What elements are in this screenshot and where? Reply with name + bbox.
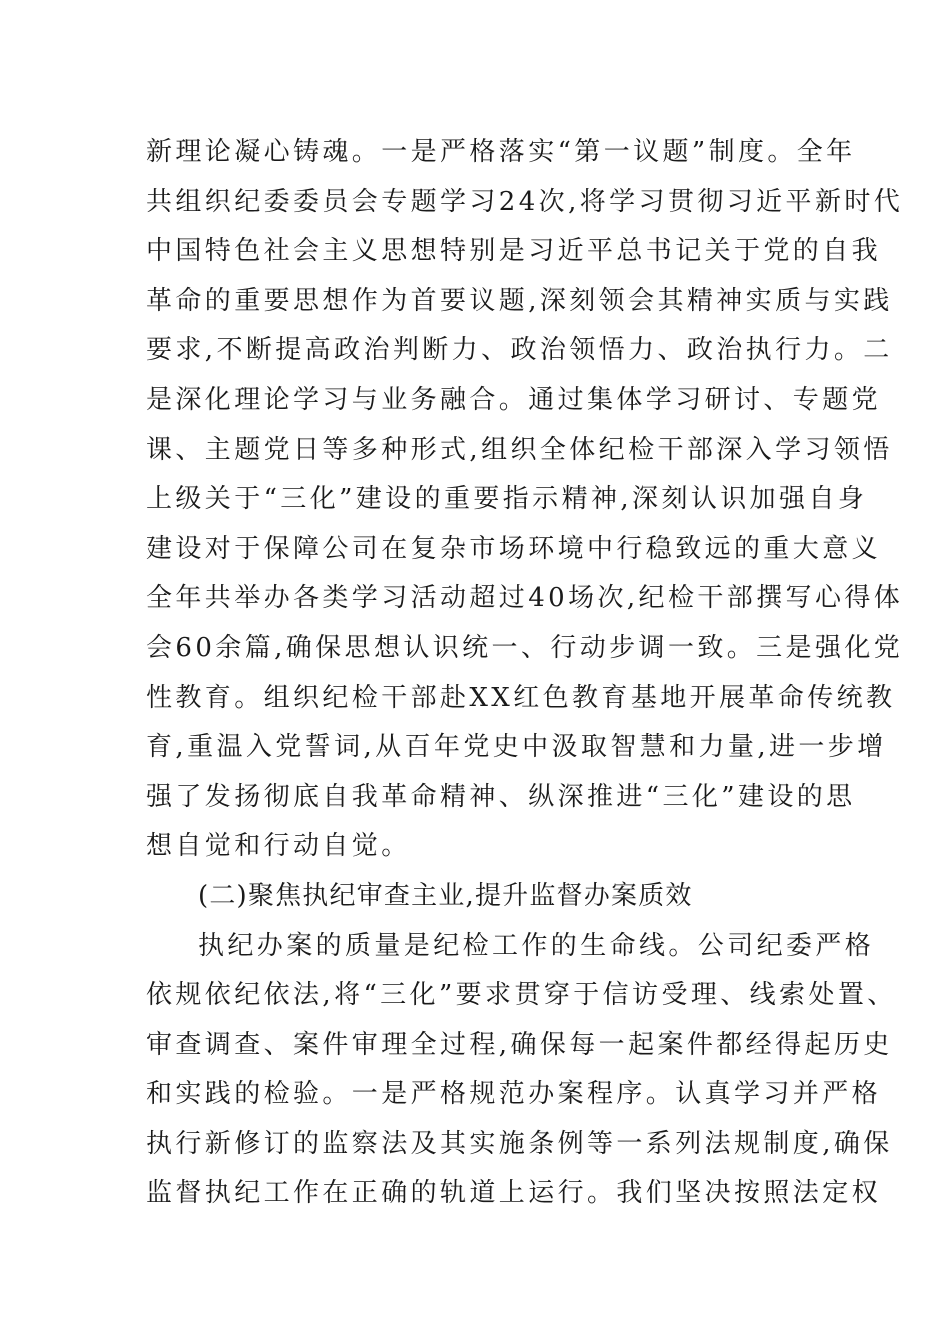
body-line: 课、主题党日等多种形式,组织全体纪检干部深入学习领悟 [146, 434, 893, 465]
section-heading: (二)聚焦执纪审查主业,提升监督办案质效 [198, 880, 693, 911]
body-line: 会60余篇,确保思想认识统一、行动步调一致。三是强化党 [146, 632, 904, 663]
body-line: 是深化理论学习与业务融合。通过集体学习研讨、专题党 [146, 384, 882, 415]
body-line: 全年共举办各类学习活动超过40场次,纪检干部撰写心得体 [146, 583, 904, 614]
body-line: 育,重温入党誓词,从百年党史中汲取智慧和力量,进一步增 [146, 732, 887, 763]
body-line: 审查调查、案件审理全过程,确保每一起案件都经得起历史 [146, 1029, 893, 1060]
document-body [146, 128, 904, 1219]
body-line: 上级关于“三化”建设的重要指示精神,深刻认识加强自身 [146, 484, 868, 515]
body-line: 执纪办案的质量是纪检工作的生命线。公司纪委严格 [198, 930, 875, 961]
body-line: 依规依纪依法,将“三化”要求贯穿于信访受理、线索处置、 [146, 980, 897, 1011]
body-line: 革命的重要思想作为首要议题,深刻领会其精神实质与实践 [146, 285, 893, 316]
body-line: 性教育。组织纪检干部赴XX红色教育基地开展革命传统教 [146, 682, 896, 713]
body-line: 和实践的检验。一是严格规范办案程序。认真学习并严格 [146, 1079, 882, 1110]
body-line: 要求,不断提高政治判断力、政治领悟力、政治执行力。二 [146, 335, 893, 366]
body-line: 执行新修订的监察法及其实施条例等一系列法规制度,确保 [146, 1128, 893, 1159]
body-line: 想自觉和行动自觉。 [146, 831, 411, 862]
body-line: 新理论凝心铸魂。一是严格落实“第一议题”制度。全年 [146, 137, 856, 167]
body-line: 建设对于保障公司在复杂市场环境中行稳致远的重大意义 [146, 533, 882, 564]
body-line: 监督执纪工作在正确的轨道上运行。我们坚决按照法定权 [146, 1178, 882, 1209]
body-line: 中国特色社会主义思想特别是习近平总书记关于党的自我 [146, 236, 882, 267]
body-line: 强了发扬彻底自我革命精神、纵深推进“三化”建设的思 [146, 781, 856, 812]
body-line: 共组织纪委委员会专题学习24次,将学习贯彻习近平新时代 [146, 186, 904, 217]
